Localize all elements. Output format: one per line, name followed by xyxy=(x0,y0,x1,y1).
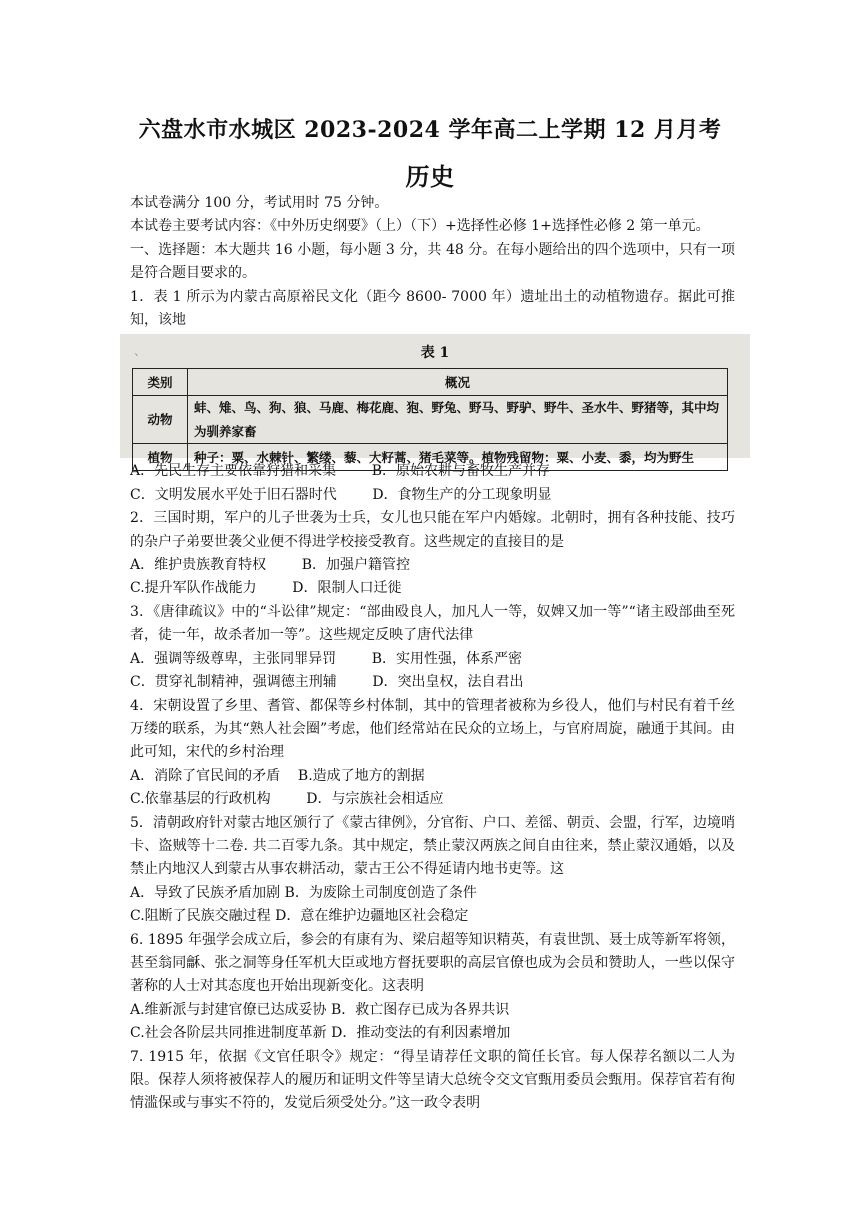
table-cell: 动物 xyxy=(133,396,188,444)
question-2-stem: 2．三国时期，军户的儿子世袭为士兵，女儿也只能在军户内婚嫁。北朝时，拥有各种技能、技巧的杂户子弟要世袭父业便不得进学校接受教育。这些规定的直接目的是 xyxy=(130,510,735,550)
question-3-options-cd: C．贯穿礼制精神，强调德主刑辅 D．突出皇权，法自君出 xyxy=(130,674,524,691)
question-3-stem: 3．《唐律疏议》中的“斗讼律”规定：“部曲殴良人，加凡人一等，奴婢又加一等”“诸主殴部曲至死者，徒一年，故杀者加一等”。这些规定反映了唐代法律 xyxy=(130,603,735,644)
question-2-options-ab: A．维护贵族教育特权 B．加强户籍管控 xyxy=(130,557,410,574)
question-1-table-image xyxy=(120,334,750,465)
question-5-options-ab: A．导致了民族矛盾加剧 B．为废除土司制度创造了条件 xyxy=(130,884,477,901)
exam-subject: 历史 xyxy=(405,162,455,191)
table-cell: 种子：粟、水棘针、繁缕、藜、大籽蒿、猪毛菜等。植物残留物：粟、小麦、黍，均为野生 xyxy=(188,444,728,471)
question-3-options-ab: A．强调等级尊卑，主张同罪异罚 B．实用性强，体系严密 xyxy=(130,650,522,667)
exam-content xyxy=(130,192,735,1116)
intro-score: 本试卷满分 100 分，考试用时 75 分钟。 xyxy=(130,195,389,211)
question-1-options-ab: A．先民生存主要依靠狩猎和采集 B．原始农耕与畜牧生产并存 xyxy=(130,463,550,480)
question-6-stem: 6. 1895 年强学会成立后，参会的有康有为、梁启超等知识精英，有袁世凯、聂士成等新军将领，甚至翁同龢、张之洞等身任军机大臣或地方督抚要职的高层官僚也成为会员和赞助人，一些以保守著称的人士对其态度也开始出现新变化。这表明 xyxy=(130,931,735,995)
section-instructions: 一、选择题：本大题共 16 小题，每小题 3 分，共 48 分。在每小题给出的四个选项中，只有一项是符合题目要求的。 xyxy=(130,241,735,282)
question-4-stem: 4．宋朝设置了乡里、耆管、都保等乡村体制，其中的管理者被称为乡役人，他们与村民有着千丝万缕的联系，为其“熟人社会圈”考虑，他们经常站在民众的立场上，与官府周旋，融通于其间。由此可知，宋代的乡村治理 xyxy=(130,697,735,761)
question-7-stem: 7. 1915 年，依据《文官任职令》规定：“得呈请荐任文职的简任长官。每人保荐名额以二人为限。保荐人须将被保荐人的履历和证明文件等呈请大总统令交文官甄用委员会甄用。保荐官若有徇情滥保或与事实不符的，发觉后须受处分。”这一政令表明 xyxy=(130,1048,735,1112)
table-header-category: 类别 xyxy=(133,369,188,396)
question-2-options-cd: C.提升军队作战能力 D．限制人口迁徙 xyxy=(130,580,402,597)
question-4-options-ab: A．消除了官民间的矛盾 B.造成了地方的割据 xyxy=(130,767,425,784)
question-5-stem: 5．清朝政府针对蒙古地区颁行了《蒙古律例》，分官衔、户口、差徭、朝贡、会盟，行军，边境哨卡、盗贼等十二卷. 共二百零九条。其中规定，禁止蒙汉两族之间自由往来，禁止蒙汉通婚，以及禁止内地汉人到蒙古从事农耕活动，蒙古王公不得延请内地书吏等。这 xyxy=(130,814,735,878)
question-6-options-cd: C.社会各阶层共同推进制度革新 D．推动变法的有利因素增加 xyxy=(130,1025,511,1042)
question-1-options-cd: C．文明发展水平处于旧石器时代 D．食物生产的分工现象明显 xyxy=(130,486,552,503)
question-4-options-cd: C.依靠基层的行政机构 D．与宗族社会相适应 xyxy=(130,791,444,808)
table-caption: 表 1 xyxy=(420,345,450,362)
question-1-stem: 1．表 1 所示为内蒙古高原裕民文化（距今 8600- 7000 年）遗址出土的动植物遗存。据此可推知，该地 xyxy=(130,288,735,329)
question-6-options-ab: A.维新派与封建官僚已达成妥协 B．救亡图存已成为各界共识 xyxy=(130,1001,510,1018)
question-5-options-cd: C.阻断了民族交融过程 D．意在维护边疆地区社会稳定 xyxy=(130,908,469,925)
table-row xyxy=(133,396,728,444)
intro-scope: 本试卷主要考试内容：《中外历史纲要》（上）（下）+选择性必修 1+选择性必修 2 第一单元。 xyxy=(130,218,710,235)
remains-table xyxy=(132,368,728,471)
table-row xyxy=(133,444,728,471)
table-header-overview: 概况 xyxy=(188,369,728,396)
table-cell: 蚌、雉、鸟、狗、狼、马鹿、梅花鹿、狍、野兔、野马、野驴、野牛、圣水牛、野猪等，其中均为驯养家畜 xyxy=(188,396,728,444)
scan-mark: 、 xyxy=(134,344,147,359)
table-header-row xyxy=(133,369,728,396)
exam-title: 六盘水市水城区 2023-2024 学年高二上学期 12 月月考 xyxy=(138,117,722,143)
table-cell: 植物 xyxy=(133,444,188,471)
